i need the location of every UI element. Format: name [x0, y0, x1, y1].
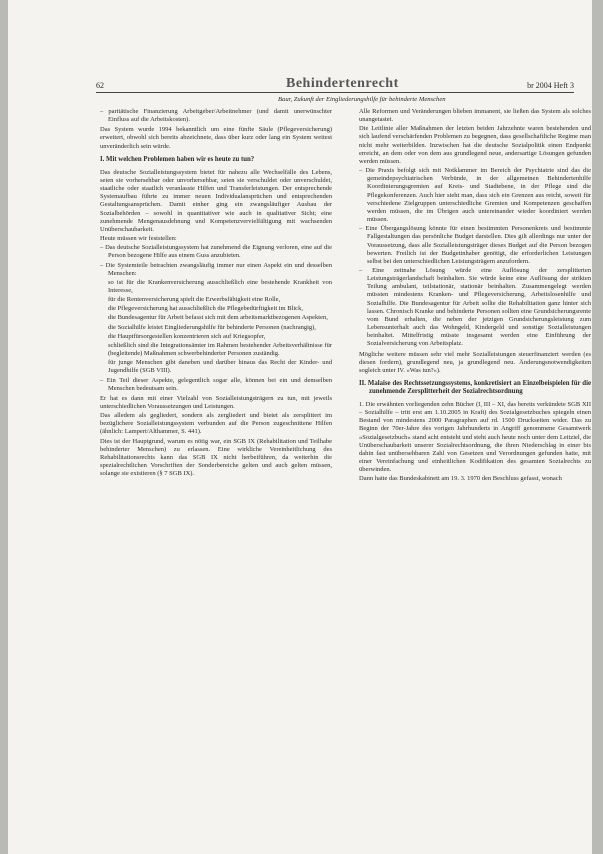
list-item: – Eine zeitnahe Lösung würde eine Auflösung der zersplitterten Leistungsträgerlandschaft beinhalten. Sie würde keine eine Auflösung der strikten Teilung ambulant, teilstationär, stationär beinhalten. Zusammengelegt werden müssten mindestens Kranken- und Pflegeversicherung, Arbeitslosenhilfe und Sozialhilfe. Die Bundesagentur für Arbeit sollte die Rehabilitation ganz hinter sich lassen. Chronisch Kranke und behinderte Personen sollten eine Grundsicherungsrente vom Bund erhalten, die neben der jetzigen Grundsicherungsleistung zum Lebensunterhalt auch das Wohngeld, Kindergeld und sonstige Sozialleistungen beinhaltet. Mittelfristig müsste insgesamt werden eine Einführung der Sozialversicherung von Arbeitsplatz.	[359, 266, 591, 348]
paragraph: Heute müssen wir feststellen:	[100, 235, 177, 243]
list-item: die Bundesagentur für Arbeit befasst sich mit dem arbeitsmarktbezogenen Aspekten,	[108, 314, 328, 322]
paragraph: Alle Reformen und Veränderungen blieben immanent, sie ließen das System als solches unangetastet.	[359, 108, 591, 124]
paragraph: Das alledem als gegliedert, sondern als zergliedert und bietet als zersplittert im bezüglichere Sozialleistungssystem verbunden auf die Person zugeschnittene Hilfen (ähnlich: Lampert/Althammer, S. 441).	[100, 412, 332, 436]
paragraph: Dies ist der Hauptgrund, warum es nötig war, ein SGB IX (Rehabilitation und Teilhabe behinderter Menschen) zu erlassen. Eine wirkliche Vereinheitlichung des Rehabilitationsrechts kann das SGB IX nicht herbeiführen, da weiterhin die spezialrechtlichen Vorschriften der Sonderbereiche gelten und auch gelten müssen, solange sie existieren (§ 7 SGB IX).	[100, 437, 332, 478]
list-item: schließlich sind die Integrationsämter im Rahmen bestehender Arbeitsverhältnisse für (begleitende) Maßnahmen schwerbehinderter Personen zuständig.	[108, 341, 332, 358]
list-item: – Die Systemteile betrachten zwangsläufig immer nur einen Aspekt ein und desselben Menschen:	[100, 261, 332, 277]
list-item: – Ein Teil dieser Aspekte, gelegentlich sogar alle, können bei ein und demselben Menschen bedeutsam sein.	[100, 376, 332, 392]
paragraph: Die Leitlinie aller Maßnahmen der letzten beiden Jahrzehnte waren bestehenden und sich laufend verschärfenden Problemen zu begegnen, dass gesellschaftliche Regime man nicht mehr weiterbilden. Inzwischen hat die deutsche Sozialpolitik einen Endpunkt erreicht, an dem oder von dem aus grundlegend neue, andersartige Lösungen gefunden werden müssen.	[359, 125, 591, 165]
problem-list	[100, 244, 332, 393]
issue-label: br 2004 Heft 3	[527, 81, 574, 90]
page-header	[96, 74, 574, 93]
list-item: – paritätische Finanzierung Arbeitgeber/Arbeitnehmer (und damit unerwünschter Einfluss auf die Arbeitskosten).	[100, 108, 332, 124]
left-column	[100, 108, 332, 479]
paragraph: Er hat es dann mit einer Vielzahl von Sozialleistungsträgern zu tun, mit jeweils unterschiedlichen Voraussetzungen und Leistungen.	[100, 394, 332, 410]
list-item: für die Rentenversicherung spielt die Erwerbsfähigkeit eine Rolle,	[108, 296, 281, 304]
paragraph: Das System wurde 1994 bekanntlich um eine fünfte Säule (Pflegeversicherung) erweitert, obwohl sich bereits abzeichnete, dass über kurz oder lang ein System weitest unveränderlich sein würde.	[100, 126, 332, 150]
page-number: 62	[96, 81, 104, 90]
list-item: die Sozialhilfe leistet Eingliederungshilfe für behinderte Personen (nachrangig),	[108, 323, 316, 331]
running-title: Baur, Zukunft der Eingliederungshilfe für behinderte Menschen	[278, 96, 446, 103]
section-heading: I. Mit welchen Problemen haben wir es heute zu tun?	[100, 155, 255, 163]
paragraph: Das deutsche Sozialleistungssystem bietet für nahezu alle Wechselfälle des Lebens, seien sie vorhersehbar oder unvorhersehbar, seien sie verschuldet oder unverschuldet, staatliche oder staatlich veranlasste Hilfen und Transferleistungen. Der entsprechende Systemaufbau führte zu immer neuen Individualansprüchen und entsprechenden Gestaltungsansprüchen. Damit einher ging ein zwangsläufiger Ausbau der Sozialbehörden – sowohl in quantitativer wie auch in qualitativer Sicht; eine zunehmende Mengenausdehnung und Kompetenzvervielfältigung mit wachsenden Unüberschaubarkeit.	[100, 168, 332, 233]
right-column	[359, 108, 591, 485]
section-heading: II. Malaise des Rechtssetzungssystems, konkretisiert an Einzelbeispielen für die zunehmende Zersplitterheit der Sozialrechtsordnung	[359, 380, 591, 395]
paragraph: Mögliche weitere müssen sehr viel mehr Sozialleistungen steuerfinanziert werden (es diesen fordern), grundlegend neu, ja grundlegend neu. Änderungsnotwendigkeiten sogleich unter IV. »Was tun?«).	[359, 350, 591, 374]
list-item: – Die Praxis befolgt sich mit Notklammer im Bereich der Psychiatrie sind das die gemeindepsychiatrischen Verbünde, in der allgemeinen Behindertenhilfe Koordinierungsgremien auf Kreis- und Stadtebene, in der Pflege sind die Pflegekonferenzen. Auch hier sieht man, dass sich ein Grenzen aus reicht, soweit für verschiedene Zielgruppen unterschiedliche Gremien und Kompetenzen geschaffen werden müssen, die im Übrigen auch untereinander wieder koordiniert werden müssen.	[359, 167, 591, 224]
list-item: – Eine Übergangslösung könnte für einen bestimmten Personenkreis und bestimmte Fallgestaltungen das persönliche Budget darstellen. Dies gilt allerdings nur unter der Voraussetzung, dass alle Sozialleistungsträger dieses Budget auf die Person bezogen bewerten. Freilich ist der Budgetinhaber genötigt, die erforderlichen Leistungen selbst bei den unterschiedlichen Leistungsträgern anzufordern.	[359, 225, 591, 265]
list-item: so ist für die Krankenversicherung ausschließlich eine bestehende Krankheit von Interesse,	[108, 278, 332, 294]
list-item: – Das deutsche Sozialleistungssystem hat zunehmend die Eignung verloren, eine auf die Person bezogene Hilfe aus einem Guss anzubieten.	[100, 244, 332, 260]
list-item: für junge Menschen gibt daneben und darüber hinaus das Recht der Kinder- und Jugendhilfe (SGB VIII).	[108, 359, 332, 375]
solution-list	[359, 167, 591, 348]
top-list	[100, 108, 332, 124]
list-item: die Hauptfürsorgestellen konzentrieren sich auf Kriegsopfer,	[108, 332, 266, 340]
document-page	[8, 0, 592, 854]
paragraph: Dann hatte das Bundeskabinett am 19. 3. 1970 den Beschluss gefasst, wonach	[359, 475, 562, 483]
list-item: die Pflegeversicherung hat ausschließlich die Pflegebedürftigkeit im Blick,	[108, 305, 303, 313]
paragraph: 1. Die erwähnten vorliegenden zehn Bücher (I, III – XI, das bereits verkündete SGB XII – Sozialhilfe – tritt erst am 1.10.2005 in Kraft) des Sozialgesetzbuches spiegeln einen Bestand von mindestens 2000 Paragraphen auf rd. 1500 Druckseiten wider. Das zu Beginn der 70er-Jahre des vorigen Jahrhunderts in Angriff genommene Gesamtwerk »Sozialgesetzbuch« stand acht entsteht und steht auch heute noch unter dem Leitziel, die Unüberschaubarkeit unserer Sozialrechtsordnung, die ihren Niederschlag in einer bis dahin fast unübersehbaren Zahl von Gesetzen und Verordnungen gefunden hatte, mit einer Vereinfachung und einheitlichen Kodifikation des gesamten Sozialrechts zu überwinden.	[359, 401, 591, 474]
journal-title: Behindertenrecht	[286, 76, 399, 91]
